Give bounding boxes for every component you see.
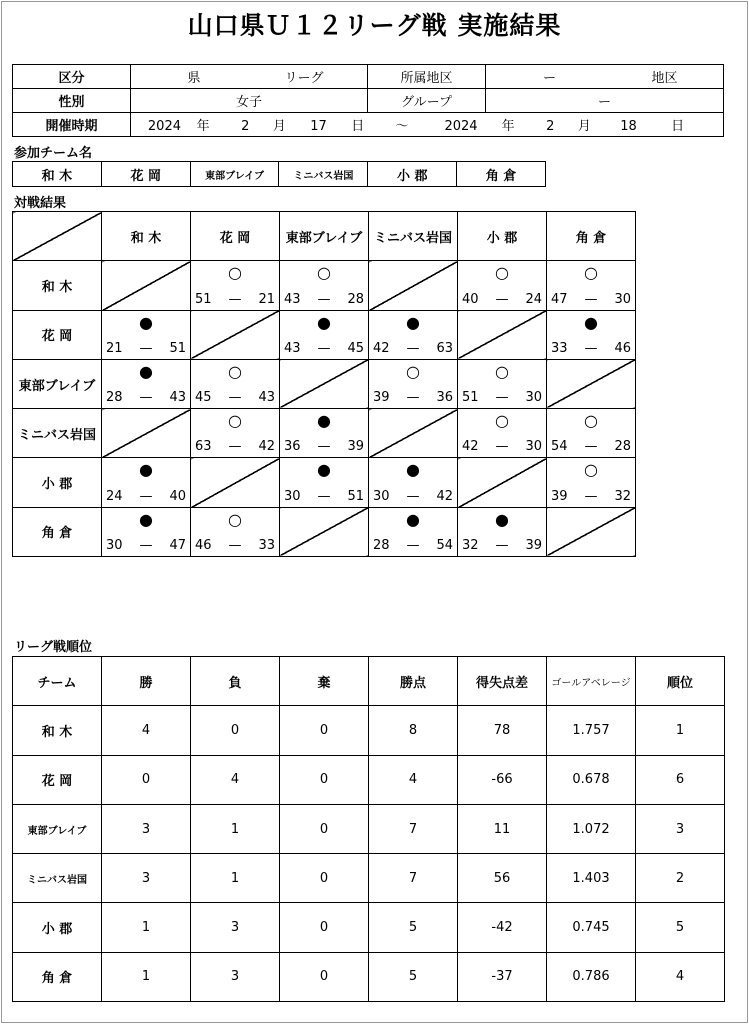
- score-for: 24: [106, 488, 123, 504]
- standings-row: [13, 903, 725, 952]
- score-cell: [280, 310, 369, 359]
- empty-cell: [369, 409, 458, 458]
- standings-value: 3: [191, 903, 280, 952]
- win-mark: ○: [584, 263, 598, 283]
- col-header: 東部ブレイブ: [280, 212, 369, 261]
- score-cell: [369, 310, 458, 359]
- score-against: 39: [525, 538, 542, 554]
- team-name: 小 郡: [368, 162, 457, 187]
- group-label: グループ: [368, 89, 486, 113]
- score: [280, 341, 368, 356]
- score: [458, 292, 546, 307]
- period-value: 2024 年 2 月 17 日 ～ 2024 年 2 月 18 日: [131, 113, 724, 137]
- score-dash: —: [139, 390, 153, 406]
- score-against: 43: [169, 390, 186, 406]
- standings-value: 0: [280, 854, 369, 903]
- score-dash: —: [228, 291, 242, 307]
- score-for: 47: [551, 291, 568, 307]
- score-cell: [547, 409, 636, 458]
- results-table: [12, 211, 636, 557]
- standings-value: 1: [102, 952, 191, 1001]
- score-dash: —: [228, 538, 242, 554]
- win-mark: ○: [228, 411, 242, 431]
- standings-row: [13, 804, 725, 853]
- col-header: 小 郡: [458, 212, 547, 261]
- loss-mark: ●: [139, 460, 153, 480]
- standings-header: チーム: [13, 657, 102, 706]
- result-row: [13, 507, 636, 556]
- score-against: 54: [436, 538, 453, 554]
- results-section-label: 対戦結果: [14, 196, 67, 211]
- score-for: 63: [195, 439, 212, 455]
- standings-value: 7: [369, 854, 458, 903]
- loss-mark: ●: [406, 460, 420, 480]
- score: [458, 538, 546, 553]
- standings-value: 5: [369, 952, 458, 1001]
- standings-value: 4: [102, 706, 191, 755]
- win-mark: ○: [584, 460, 598, 480]
- score-cell: [191, 409, 280, 458]
- score-dash: —: [317, 291, 331, 307]
- standings-header: 勝: [102, 657, 191, 706]
- standings-value: 4: [369, 755, 458, 804]
- empty-cell: [369, 261, 458, 310]
- score: [547, 439, 635, 454]
- score: [191, 390, 279, 405]
- result-row: [13, 409, 636, 458]
- score-for: 30: [284, 488, 301, 504]
- score-against: 33: [258, 538, 275, 554]
- score-dash: —: [228, 439, 242, 455]
- score-for: 30: [106, 538, 123, 554]
- standings-section-label: リーグ戦順位: [14, 640, 93, 655]
- score: [191, 292, 279, 307]
- standings-value: 1: [102, 903, 191, 952]
- loss-mark: ●: [317, 411, 331, 431]
- score-dash: —: [406, 538, 420, 554]
- score-cell: [191, 359, 280, 408]
- standings-value: 8: [369, 706, 458, 755]
- standings-team: 花 岡: [13, 755, 102, 804]
- score: [102, 538, 190, 553]
- score-cell: [102, 458, 191, 507]
- result-row: [13, 458, 636, 507]
- score-dash: —: [495, 538, 509, 554]
- score-against: 36: [436, 390, 453, 406]
- standings-header: 負: [191, 657, 280, 706]
- row-header: 花 岡: [13, 310, 102, 359]
- score-dash: —: [406, 488, 420, 504]
- loss-mark: ●: [139, 509, 153, 529]
- score-for: 36: [284, 439, 301, 455]
- score-for: 43: [284, 291, 301, 307]
- score-against: 30: [525, 390, 542, 406]
- standings-value: 0: [280, 952, 369, 1001]
- score-against: 24: [525, 291, 542, 307]
- row-header: 小 郡: [13, 458, 102, 507]
- standings-header: ゴールアベレージ: [547, 657, 636, 706]
- standings-value: 2: [636, 854, 725, 903]
- standings-table: [12, 656, 725, 1002]
- standings-team: 東部ブレイブ: [13, 804, 102, 853]
- standings-value: 56: [458, 854, 547, 903]
- score-cell: [280, 261, 369, 310]
- result-row: [13, 359, 636, 408]
- standings-value: 4: [636, 952, 725, 1001]
- score-against: 63: [436, 340, 453, 356]
- score-for: 51: [462, 390, 479, 406]
- score-for: 39: [373, 390, 390, 406]
- score-for: 43: [284, 340, 301, 356]
- standings-value: 11: [458, 804, 547, 853]
- score: [102, 489, 190, 504]
- row-header: 角 倉: [13, 507, 102, 556]
- score-cell: [547, 458, 636, 507]
- score: [369, 341, 457, 356]
- standings-team: 和 木: [13, 706, 102, 755]
- score-dash: —: [584, 439, 598, 455]
- team-name: 東部ブレイブ: [190, 162, 279, 187]
- score-dash: —: [139, 488, 153, 504]
- win-mark: ○: [406, 361, 420, 381]
- score-for: 54: [551, 439, 568, 455]
- score-cell: [102, 310, 191, 359]
- standings-value: 5: [369, 903, 458, 952]
- score-dash: —: [495, 291, 509, 307]
- score-for: 39: [551, 488, 568, 504]
- loss-mark: ●: [317, 312, 331, 332]
- score: [369, 538, 457, 553]
- score-for: 46: [195, 538, 212, 554]
- standings-value: 1.403: [547, 854, 636, 903]
- score-dash: —: [584, 488, 598, 504]
- loss-mark: ●: [139, 361, 153, 381]
- standings-team: ミニバス岩国: [13, 854, 102, 903]
- standings-header: 棄: [280, 657, 369, 706]
- result-row: [13, 261, 636, 310]
- standings-value: 4: [191, 755, 280, 804]
- empty-cell: [547, 359, 636, 408]
- standings-value: 3: [636, 804, 725, 853]
- score-dash: —: [495, 390, 509, 406]
- loss-mark: ●: [406, 509, 420, 529]
- score-for: 28: [373, 538, 390, 554]
- score-against: 40: [169, 488, 186, 504]
- loss-mark: ●: [406, 312, 420, 332]
- empty-cell: [458, 310, 547, 359]
- standings-value: 1: [636, 706, 725, 755]
- page-title: 山口県Ｕ１２リーグ戦 実施結果: [187, 11, 562, 40]
- empty-cell: [191, 310, 280, 359]
- score-against: 46: [614, 340, 631, 356]
- score-dash: —: [228, 390, 242, 406]
- score-dash: —: [139, 340, 153, 356]
- win-mark: ○: [228, 509, 242, 529]
- standings-value: 0: [280, 706, 369, 755]
- area-value: ー 地区: [486, 65, 724, 89]
- score: [369, 489, 457, 504]
- info-table: [12, 64, 724, 137]
- standings-value: 3: [102, 804, 191, 853]
- standings-value: 1.072: [547, 804, 636, 853]
- group-value: ー: [486, 89, 724, 113]
- score-for: 42: [373, 340, 390, 356]
- standings-value: 0: [280, 903, 369, 952]
- score-against: 47: [169, 538, 186, 554]
- score-for: 33: [551, 340, 568, 356]
- score-against: 32: [614, 488, 631, 504]
- score-cell: [369, 359, 458, 408]
- division-label: 区分: [13, 65, 131, 89]
- score-for: 21: [106, 340, 123, 356]
- teams-table: [12, 161, 546, 187]
- score-against: 30: [525, 439, 542, 455]
- win-mark: ○: [584, 411, 598, 431]
- standings-value: 0: [280, 755, 369, 804]
- empty-cell: [280, 359, 369, 408]
- standings-value: 3: [191, 952, 280, 1001]
- score-cell: [547, 310, 636, 359]
- standings-header-row: [13, 657, 725, 706]
- col-header: 花 岡: [191, 212, 280, 261]
- score: [102, 390, 190, 405]
- loss-mark: ●: [584, 312, 598, 332]
- standings-team: 角 倉: [13, 952, 102, 1001]
- score-cell: [369, 507, 458, 556]
- teams-section-label: 参加チーム名: [14, 146, 93, 161]
- standings-team: 小 郡: [13, 903, 102, 952]
- score-cell: [191, 507, 280, 556]
- score: [547, 341, 635, 356]
- score-against: 28: [614, 439, 631, 455]
- period-label: 開催時期: [13, 113, 131, 137]
- score-against: 45: [347, 340, 364, 356]
- score-cell: [280, 409, 369, 458]
- empty-cell: [280, 507, 369, 556]
- score: [458, 439, 546, 454]
- score-cell: [458, 261, 547, 310]
- score-against: 51: [347, 488, 364, 504]
- standings-value: 0.745: [547, 903, 636, 952]
- area-label: 所属地区: [368, 65, 486, 89]
- empty-cell: [102, 409, 191, 458]
- win-mark: ○: [495, 263, 509, 283]
- col-header: ミニバス岩国: [369, 212, 458, 261]
- empty-cell: [547, 507, 636, 556]
- win-mark: ○: [228, 263, 242, 283]
- score: [280, 489, 368, 504]
- score-dash: —: [139, 538, 153, 554]
- score-dash: —: [584, 340, 598, 356]
- score-dash: —: [317, 340, 331, 356]
- score: [280, 439, 368, 454]
- team-name: 花 岡: [101, 162, 190, 187]
- score-for: 28: [106, 390, 123, 406]
- standings-value: 3: [102, 854, 191, 903]
- row-header: 東部ブレイブ: [13, 359, 102, 408]
- score-for: 30: [373, 488, 390, 504]
- score-cell: [102, 507, 191, 556]
- standings-value: 1: [191, 854, 280, 903]
- score: [191, 439, 279, 454]
- score-cell: [458, 359, 547, 408]
- standings-value: 0: [102, 755, 191, 804]
- win-mark: ○: [228, 361, 242, 381]
- standings-value: 78: [458, 706, 547, 755]
- score-cell: [280, 458, 369, 507]
- row-header: ミニバス岩国: [13, 409, 102, 458]
- score-dash: —: [406, 390, 420, 406]
- score: [458, 390, 546, 405]
- score-dash: —: [406, 340, 420, 356]
- standings-value: 0.678: [547, 755, 636, 804]
- division-value: 県 リーグ: [131, 65, 368, 89]
- standings-value: 0: [191, 706, 280, 755]
- score: [547, 489, 635, 504]
- standings-value: 5: [636, 903, 725, 952]
- score-against: 42: [258, 439, 275, 455]
- score-against: 51: [169, 340, 186, 356]
- score-cell: [369, 458, 458, 507]
- standings-value: 0: [280, 804, 369, 853]
- win-mark: ○: [317, 263, 331, 283]
- standings-value: -37: [458, 952, 547, 1001]
- score: [547, 292, 635, 307]
- score-cell: [458, 507, 547, 556]
- score-cell: [102, 359, 191, 408]
- score-cell: [547, 261, 636, 310]
- empty-cell: [102, 261, 191, 310]
- gender-value: 女子: [131, 89, 368, 113]
- standings-row: [13, 706, 725, 755]
- standings-value: 1.757: [547, 706, 636, 755]
- score: [280, 292, 368, 307]
- team-name: 和 木: [13, 162, 102, 187]
- col-header: 和 木: [102, 212, 191, 261]
- empty-cell: [191, 458, 280, 507]
- score-for: 42: [462, 439, 479, 455]
- score-cell: [458, 409, 547, 458]
- standings-value: -42: [458, 903, 547, 952]
- loss-mark: ●: [317, 460, 331, 480]
- win-mark: ○: [495, 411, 509, 431]
- standings-header: 得失点差: [458, 657, 547, 706]
- score-for: 51: [195, 291, 212, 307]
- score-dash: —: [584, 291, 598, 307]
- win-mark: ○: [495, 361, 509, 381]
- score-against: 28: [347, 291, 364, 307]
- standings-value: 7: [369, 804, 458, 853]
- empty-cell: [458, 458, 547, 507]
- gender-label: 性別: [13, 89, 131, 113]
- score-dash: —: [317, 439, 331, 455]
- loss-mark: ●: [139, 312, 153, 332]
- loss-mark: ●: [495, 509, 509, 529]
- standings-header: 順位: [636, 657, 725, 706]
- score-against: 39: [347, 439, 364, 455]
- standings-value: 0.786: [547, 952, 636, 1001]
- row-header: 和 木: [13, 261, 102, 310]
- corner-cell: [13, 212, 102, 261]
- team-name: ミニバス岩国: [279, 162, 368, 187]
- standings-row: [13, 952, 725, 1001]
- standings-row: [13, 854, 725, 903]
- score-cell: [191, 261, 280, 310]
- score: [369, 390, 457, 405]
- score-for: 32: [462, 538, 479, 554]
- score-dash: —: [317, 488, 331, 504]
- score: [191, 538, 279, 553]
- score: [102, 341, 190, 356]
- standings-value: 6: [636, 755, 725, 804]
- score-against: 43: [258, 390, 275, 406]
- score-for: 45: [195, 390, 212, 406]
- standings-header: 勝点: [369, 657, 458, 706]
- score-dash: —: [495, 439, 509, 455]
- score-against: 42: [436, 488, 453, 504]
- standings-value: -66: [458, 755, 547, 804]
- standings-value: 1: [191, 804, 280, 853]
- col-header: 角 倉: [547, 212, 636, 261]
- result-row: [13, 310, 636, 359]
- score-for: 40: [462, 291, 479, 307]
- standings-row: [13, 755, 725, 804]
- team-name: 角 倉: [457, 162, 546, 187]
- score-against: 21: [258, 291, 275, 307]
- score-against: 30: [614, 291, 631, 307]
